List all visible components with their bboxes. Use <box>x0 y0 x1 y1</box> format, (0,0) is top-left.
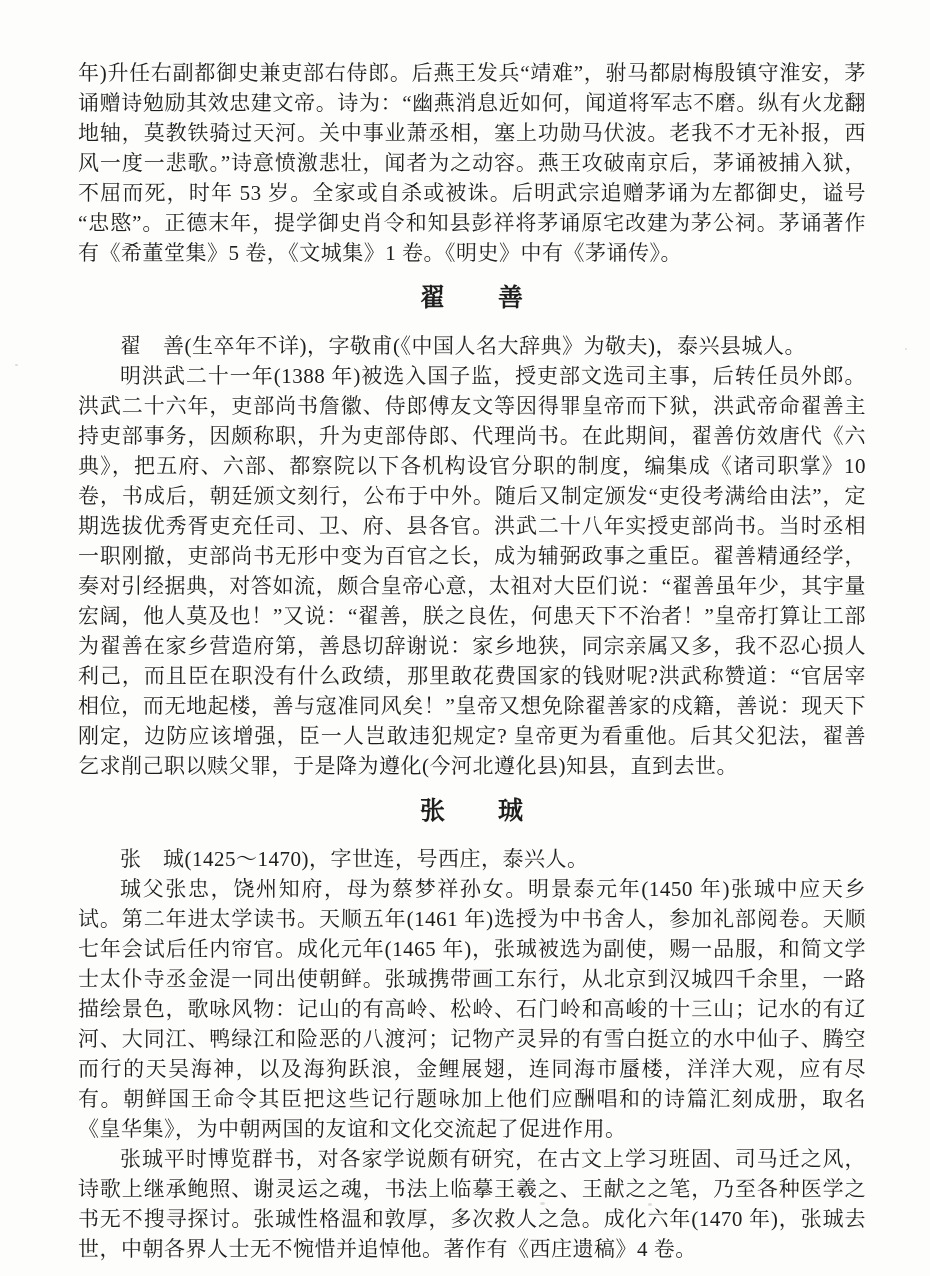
paragraph-zhai-shan-intro: 翟 善(生卒年不详)，字敬甫(《中国人名大辞典》为敬夫)，泰兴县城人。 <box>120 334 806 358</box>
paragraph-mao-song-continuation: 年)升任右副都御史兼吏部右侍郎。后燕王发兵“靖难”，驸马都尉梅殷镇守淮安，茅诵赠诗勉励其效忠建文帝。诗为：“幽燕消息近如何，闻道将军志不磨。纵有火龙翻地轴，莫教铁骑过天河。关中事业萧丞相，塞上功勋马伏波。老我不才无补报，西风一度一悲歌。”诗意愤激悲壮，闻者为之动容。燕王攻破南京后，茅诵被捕入狱，不屈而死，时年 53 岁。全家或自杀或被诛。后明武宗追赠茅诵为左都御史，谥号“忠愍”。正德末年，提学御史肖令和知县彭祥将茅诵原宅改建为茅公祠。茅诵著作有《希董堂集》5 卷，《文城集》1 卷。《明史》中有《茅诵传》。 <box>78 61 866 265</box>
paragraph-zhang-cheng-career: 珹父张忠，饶州知府，母为蔡梦祥孙女。明景泰元年(1450 年)张珹中应天乡试。第二年进太学读书。天顺五年(1461 年)选授为中书舍人，参加礼部阅卷。天顺七年会试后任内帘官。成化元年(1465 年)，张珹被选为副使，赐一品服，和简文学士太仆寺丞金湜一同出使朝鲜。张珹携带画工东行，从北京到汉城四千余里，一路描绘景色，歌咏风物：记山的有高岭、松岭、石门岭和高峻的十三山；记水的有辽河、大同江、鸭绿江和险恶的八渡河；记物产灵异的有雪白挺立的水中仙子、腾空而行的天吴海神，以及海狗跃浪，金鲤展翅，连同海市蜃楼，洋洋大观，应有尽有。朝鲜国王命令其臣把这些记行题咏加上他们应酬唱和的诗篇汇刻成册，取名《皇华集》，为中朝两国的友谊和文化交流起了促进作用。 <box>78 877 866 1141</box>
paragraph-zhang-cheng-intro: 张 珹(1425～1470)，字世连，号西庄，泰兴人。 <box>120 847 589 871</box>
scan-speck <box>648 1203 652 1206</box>
biographies-text-block <box>78 58 866 1264</box>
section-heading-zhang-cheng: 张 珹 <box>419 798 524 825</box>
scan-speck <box>905 348 907 350</box>
paragraph-zhang-cheng-scholarship: 张珹平时博览群书，对各家学说颇有研究，在古文上学习班固、司马迁之风，诗歌上继承鲍照、谢灵运之魂，书法上临摹王羲之、王献之之笔，乃至各种医学之书无不搜寻探讨。张珹性格温和敦厚，多次救人之急。成化六年(1470 年)，张珹去世，中朝各界人士无不惋惜并追悼他。著作有《西庄遗稿》4 卷。 <box>78 1147 866 1261</box>
section-heading-zhai-shan: 翟 善 <box>419 285 524 312</box>
paragraph-zhai-shan-career: 明洪武二十一年(1388 年)被选入国子监，授吏部文选司主事，后转任员外郎。洪武二十六年，吏部尚书詹徽、侍郎傅友文等因得罪皇帝而下狱，洪武帝命翟善主持吏部事务，因颇称职，升为吏部侍郎、代理尚书。在此期间，翟善仿效唐代《六典》，把五府、六部、都察院以下各机构设官分职的制度，编集成《诸司职掌》10 卷，书成后，朝廷颁文刻行，公布于中外。随后又制定颁发“吏役考满给由法”，定期选拔优秀胥吏充任司、卫、府、县各官。洪武二十八年实授吏部尚书。当时丞相一职刚撤，吏部尚书无形中变为百官之长，成为辅弼政事之重臣。翟善精通经学，奏对引经据典，对答如流，颇合皇帝心意，太祖对大臣们说：“翟善虽年少，其宇量宏阔，他人莫及也！”又说：“翟善，朕之良佐，何患天下不治者！”皇帝打算让工部为翟善在家乡营造府第，善恳切辞谢说：家乡地狭，同宗亲属又多，我不忍心损人利己，而且臣在职没有什么政绩，那里敢花费国家的钱财呢?洪武称赞道：“官居宰相位，而无地起楼，善与寇准同风矣！”皇帝又想免除翟善家的戍籍，善说：现天下刚定，边防应该增强，臣一人岂敢违犯规定? 皇帝更为看重他。后其父犯法，翟善乞求削己职以赎父罪，于是降为遵化(今河北遵化县)知县，直到去世。 <box>78 364 866 778</box>
scan-speck <box>540 1202 545 1205</box>
scan-speck <box>15 364 18 366</box>
